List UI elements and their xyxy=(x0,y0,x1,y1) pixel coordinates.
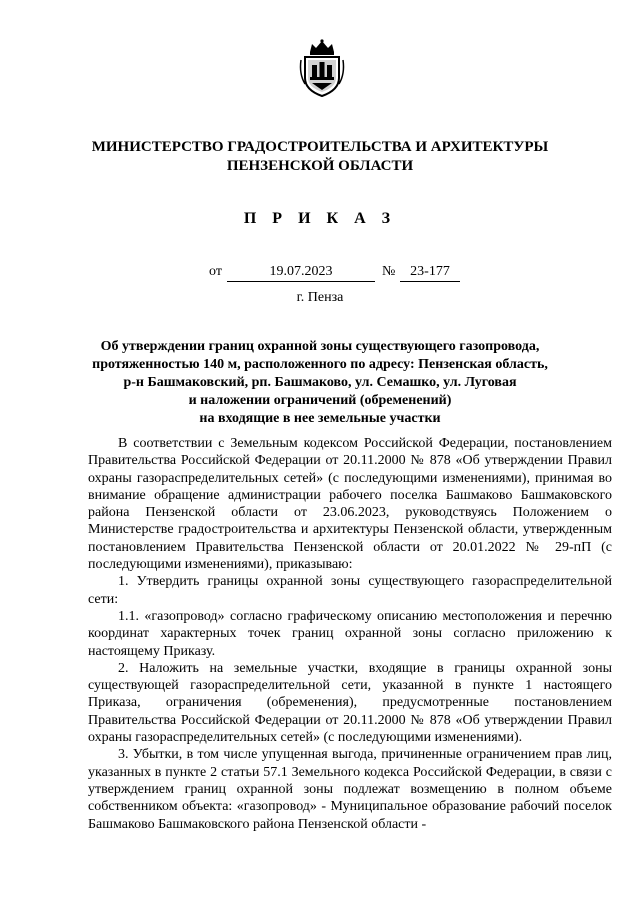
clause-2: 2. Наложить на земельные участки, входящие в границы охранной зоны существующей газораспределительной сети, указанной в пункте 1 настоящего Приказа, ограничения (обременения), предусмотренные постановлением Правительства Российской Федерации от 20.11.2000 № 878 «Об утверждении Правил охраны газораспределительных сетей» (с последующими изменениями). xyxy=(88,660,612,746)
city: г. Пенза xyxy=(296,290,344,305)
date-number-line xyxy=(209,264,469,284)
document-subject xyxy=(80,338,560,428)
date-prefix: от xyxy=(209,264,222,279)
subject-line-5: на входящие в нее земельные участки xyxy=(199,411,441,426)
subject-line-4: и наложении ограничений (обременений) xyxy=(188,393,452,408)
ministry-line-1: МИНИСТЕРСТВО ГРАДОСТРОИТЕЛЬСТВА И АРХИТЕКТУРЫ xyxy=(91,139,549,155)
document-body xyxy=(88,435,612,833)
subject-line-2: протяженностью 140 м, расположенного по адресу: Пензенская область, xyxy=(92,357,548,372)
clause-1-1: 1.1. «газопровод» согласно графическому описанию местоположения и перечню координат характерных точек границ охранной зоны согласно приложению к настоящему Приказу. xyxy=(88,608,612,659)
subject-line-3: р-н Башмаковский, рп. Башмаково, ул. Семашко, ул. Луговая xyxy=(123,375,517,390)
document-date: 19.07.2023 xyxy=(227,264,375,282)
document-number: 23-177 xyxy=(400,264,460,282)
ministry-name xyxy=(60,138,580,176)
clause-3: 3. Убытки, в том числе упущенная выгода, причиненные ограничением прав лиц, указанных в пункте 2 статьи 57.1 Земельного кодекса Российской Федерации, в связи с утверждением границ охранной зоны подлежат возмещению в полном объеме собственником объекта: «газопровод» - Муниципальное образование рабочий поселок Башмаково Башмаковского района Пензенской области - xyxy=(88,747,612,832)
ministry-line-2: ПЕНЗЕНСКОЙ ОБЛАСТИ xyxy=(226,158,414,174)
preamble-paragraph: В соответствии с Земельным кодексом Российской Федерации, постановлением Правительства Российской Федерации от 20.11.2000 № 878 «Об утверждении Правил охраны газораспределительных сетей» (с последующими изменениями), принимая во внимание обращение администрации рабочего поселка Башмаково Башмаковского района Пензенской области от 23.06.2023, руководствуясь Положением о Министерстве градостроительства и архитектуры Пензенской области, утвержденным постановлением Правительства Пензенской области от 20.01.2022 № 29-пП (с последующими изменениями), приказываю: xyxy=(88,436,612,573)
coat-of-arms-icon xyxy=(297,38,347,100)
number-prefix: № xyxy=(382,264,396,279)
clause-1: 1. Утвердить границы охранной зоны существующего газораспределительной сети: xyxy=(88,574,612,607)
subject-line-1: Об утверждении границ охранной зоны существующего газопровода, xyxy=(100,339,540,354)
document-type: П Р И К А З xyxy=(243,210,397,227)
